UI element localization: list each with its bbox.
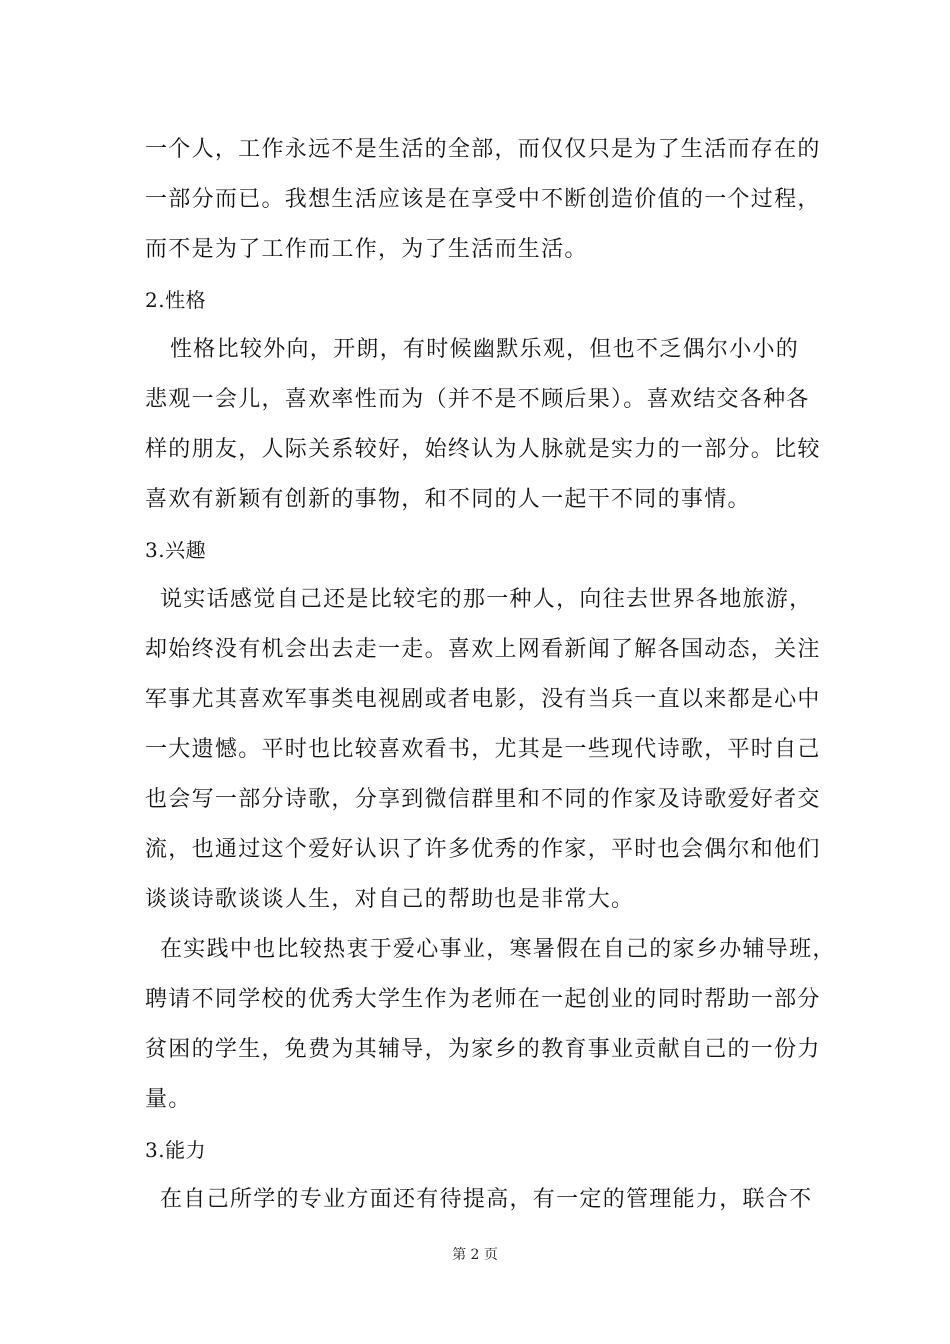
text-line: 也会写一部分诗歌，分享到微信群里和不同的作家及诗歌爱好者交 <box>145 787 821 812</box>
text-line: 贫困的学生，免费为其辅导，为家乡的教育事业贡献自己的一份力 <box>145 1037 821 1062</box>
section-heading-personality: 2.性格 <box>145 288 207 312</box>
text-line: 样的朋友，人际关系较好，始终认为人脉就是实力的一部分。比较 <box>145 437 821 462</box>
text-line: 性格比较外向，开朗，有时候幽默乐观，但也不乏偶尔小小的 <box>170 337 800 362</box>
text-line: 却始终没有机会出去走一走。喜欢上网看新闻了解各国动态，关注 <box>145 637 821 662</box>
text-line: 一个人，工作永远不是生活的全部，而仅仅只是为了生活而存在的 <box>145 137 821 162</box>
text-line: 一大遗憾。平时也比较喜欢看书，尤其是一些现代诗歌，平时自己 <box>145 737 821 762</box>
text-line: 流，也通过这个爱好认识了许多优秀的作家，平时也会偶尔和他们 <box>145 837 821 862</box>
text-line: 说实话感觉自己还是比较宅的那一种人，向往去世界各地旅游， <box>160 587 813 612</box>
page-number: 第 2 页 <box>452 1247 498 1263</box>
text-line: 军事尤其喜欢军事类电视剧或者电影，没有当兵一直以来都是心中 <box>145 687 821 712</box>
section-heading-abilities: 3.能力 <box>145 1138 207 1162</box>
text-line: 悲观一会儿，喜欢率性而为（并不是不顾后果）。喜欢结交各种各 <box>145 387 810 412</box>
text-line: 喜欢有新颖有创新的事物，和不同的人一起干不同的事情。 <box>145 487 751 512</box>
text-line: 一部分而已。我想生活应该是在享受中不断创造价值的一个过程， <box>145 187 821 212</box>
text-line: 在实践中也比较热衷于爱心事业，寒暑假在自己的家乡办辅导班， <box>160 937 836 962</box>
text-line: 量。 <box>145 1087 192 1112</box>
text-line: 聘请不同学校的优秀大学生作为老师在一起创业的同时帮助一部分 <box>145 987 821 1012</box>
text-line: 在自己所学的专业方面还有待提高，有一定的管理能力，联合不 <box>160 1187 813 1212</box>
text-line: 谈谈诗歌谈谈人生，对自己的帮助也是非常大。 <box>145 887 635 912</box>
text-line: 而不是为了工作而工作，为了生活而生活。 <box>145 237 588 262</box>
section-heading-interests: 3.兴趣 <box>145 538 207 562</box>
